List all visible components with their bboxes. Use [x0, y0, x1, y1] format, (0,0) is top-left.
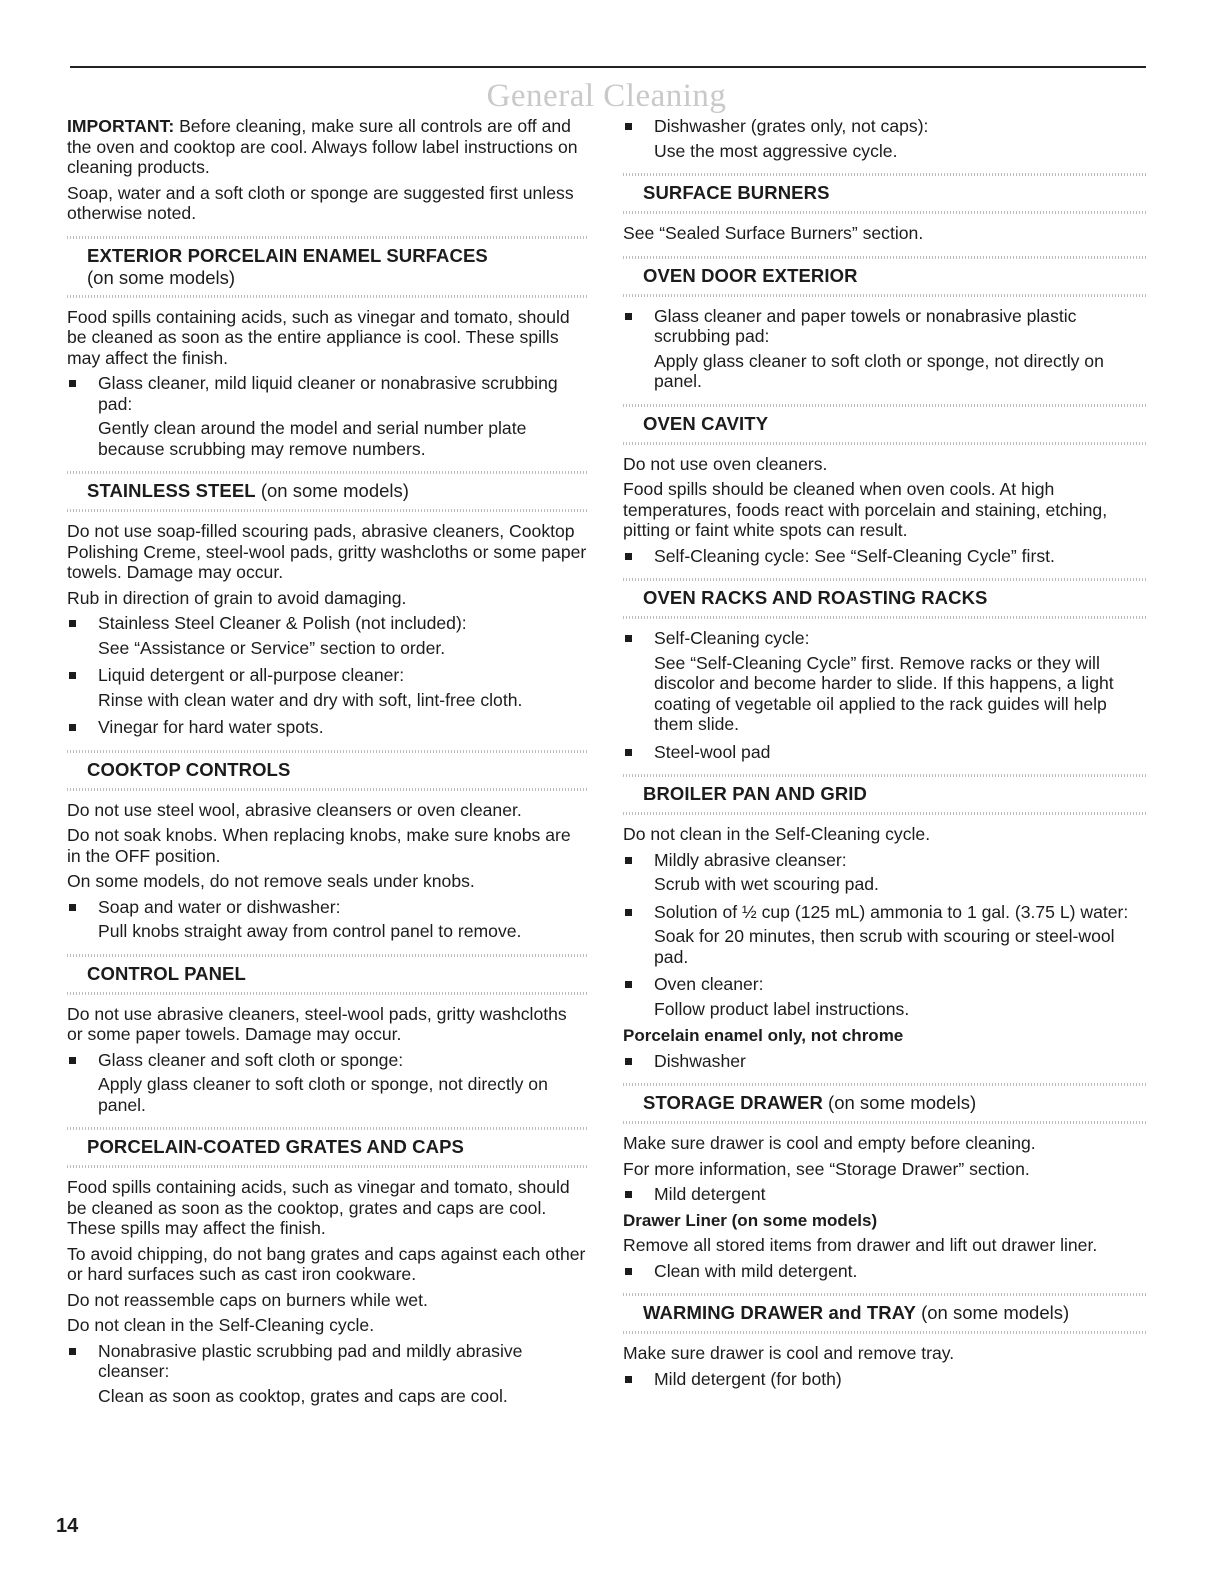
paragraph: See “Sealed Surface Burners” section. — [623, 223, 924, 243]
paragraph: Remove all stored items from drawer and lift out drawer liner. — [623, 1235, 1098, 1255]
paragraph: On some models, do not remove seals under knobs. — [67, 871, 475, 891]
section-title: COOKTOP CONTROLS — [87, 758, 291, 780]
paragraph: Do not use oven cleaners. — [623, 453, 828, 474]
section-title: EXTERIOR PORCELAIN ENAMEL SURFACES — [87, 244, 488, 266]
section-title: OVEN CAVITY — [643, 412, 769, 434]
page-number: 14 — [56, 1515, 79, 1537]
section-warming-drawer — [623, 1293, 1146, 1334]
section-subtitle: (on some models) — [822, 1092, 977, 1113]
section-title: OVEN DOOR EXTERIOR — [643, 264, 858, 286]
left-column — [67, 116, 587, 1413]
bullet-item: Mild detergent — [623, 1184, 1146, 1205]
bullet-item: Self-Cleaning cycle: — [623, 628, 1146, 649]
paragraph: Do not soak knobs. When replacing knobs, make sure knobs are in the OFF position. — [67, 825, 571, 866]
bullet-item: Soap and water or dishwasher: — [67, 897, 587, 918]
bullet-item: Vinegar for hard water spots. — [67, 717, 587, 738]
paragraph: Do not use steel wool, abrasive cleansers or oven cleaner. — [67, 799, 522, 820]
paragraph: Do not reassemble caps on burners while wet. — [67, 1289, 428, 1310]
bullet-detail: Clean as soon as cooktop, grates and caps are cool. — [98, 1385, 508, 1406]
section-subtitle: (on some models) — [255, 480, 409, 501]
bullet-item: Self-Cleaning cycle: See “Self-Cleaning Cycle” first. — [623, 546, 1146, 567]
bullet-item: Mildly abrasive cleanser: — [623, 850, 1146, 871]
bullet-detail: Soak for 20 minutes, then scrub with scouring or steel-wool pad. — [654, 926, 1115, 967]
important-label: IMPORTANT: — [67, 116, 175, 136]
section-title: WARMING DRAWER and TRAY — [643, 1302, 916, 1323]
bullet-detail: Gently clean around the model and serial number plate because scrubbing may remove numbers. — [98, 418, 527, 459]
section-control-panel — [67, 954, 587, 995]
bullet-detail: Rinse with clean water and dry with soft, lint-free cloth. — [98, 689, 523, 710]
section-broiler-pan — [623, 774, 1146, 815]
bullet-detail: See “Self-Cleaning Cycle” first. Remove racks or they will discolor and become harder to slide. If this happens, a light coating of vegetable oil applied to the rack guides will help them slide. — [654, 652, 1114, 734]
section-grates-and-caps — [67, 1127, 587, 1168]
paragraph: Make sure drawer is cool and empty before cleaning. — [623, 1133, 1036, 1153]
paragraph: Do not clean in the Self-Cleaning cycle. — [67, 1315, 375, 1335]
bullet-item: Mild detergent (for both) — [623, 1369, 1146, 1390]
bullet-item: Stainless Steel Cleaner & Polish (not included): — [67, 613, 587, 634]
paragraph: Make sure drawer is cool and remove tray. — [623, 1343, 955, 1363]
section-title: STORAGE DRAWER — [643, 1092, 823, 1113]
section-title: PORCELAIN-COATED GRATES AND CAPS — [87, 1136, 464, 1157]
section-subtitle: (on some models) — [87, 266, 236, 288]
bullet-detail: Apply glass cleaner to soft cloth or sponge, not directly on panel. — [98, 1074, 548, 1115]
paragraph: Food spills containing acids, such as vinegar and tomato, should be cleaned as soon as the cooktop, grates and caps are cool. These spills may affect the finish. — [67, 1177, 570, 1238]
paragraph: For more information, see “Storage Drawer” section. — [623, 1158, 1030, 1179]
bullet-detail: See “Assistance or Service” section to order. — [98, 637, 446, 658]
paragraph: Food spills should be cleaned when oven cools. At high temperatures, foods react with porcelain and staining, etching, pitting or faint white spots can result. — [623, 479, 1108, 540]
top-rule — [70, 66, 1146, 68]
bullet-item: Solution of ½ cup (125 mL) ammonia to 1 gal. (3.75 L) water: — [623, 902, 1146, 923]
important-text: Before cleaning, make sure all controls are off and the oven and cooktop are cool. Always follow label instructions on cleaning products. — [67, 116, 578, 177]
bullet-item: Dishwasher — [623, 1051, 1146, 1072]
bullet-detail: Follow product label instructions. — [654, 998, 910, 1019]
bullet-detail: Use the most aggressive cycle. — [654, 140, 898, 161]
bullet-item: Clean with mild detergent. — [623, 1261, 1146, 1282]
paragraph: Food spills containing acids, such as vinegar and tomato, should be cleaned as soon as the entire appliance is cool. These spills may affect the finish. — [67, 306, 570, 368]
paragraph: Do not use soap-filled scouring pads, abrasive cleaners, Cooktop Polishing Creme, steel-wool pads, gritty washcloths or some paper towels. Damage may occur. — [67, 521, 587, 582]
bullet-item: Liquid detergent or all-purpose cleaner: — [67, 665, 587, 686]
section-title: CONTROL PANEL — [87, 962, 246, 984]
bullet-detail: Pull knobs straight away from control panel to remove. — [98, 921, 522, 941]
important-note — [67, 116, 587, 178]
paragraph: Do not use abrasive cleaners, steel-wool pads, gritty washcloths or some paper towels. Damage may occur. — [67, 1003, 567, 1044]
paragraph: Rub in direction of grain to avoid damaging. — [67, 587, 407, 608]
bullet-item: Glass cleaner, mild liquid cleaner or nonabrasive scrubbing pad: — [67, 373, 587, 414]
section-surface-burners — [623, 173, 1146, 214]
bullet-detail: Apply glass cleaner to soft cloth or sponge, not directly on panel. — [654, 350, 1104, 391]
paragraph: To avoid chipping, do not bang grates and caps against each other or hard surfaces such as cast iron cookware. — [67, 1243, 586, 1284]
bullet-item: Glass cleaner and soft cloth or sponge: — [67, 1050, 587, 1071]
section-title: STAINLESS STEEL — [87, 480, 256, 501]
section-cooktop-controls — [67, 750, 587, 791]
section-storage-drawer — [623, 1083, 1146, 1124]
bullet-item: Oven cleaner: — [623, 974, 1146, 995]
bullet-item: Nonabrasive plastic scrubbing pad and mildly abrasive cleanser: — [67, 1341, 587, 1382]
section-subtitle: (on some models) — [915, 1302, 1070, 1323]
bullet-detail: Scrub with wet scouring pad. — [654, 874, 879, 894]
section-title: BROILER PAN AND GRID — [643, 783, 867, 804]
page-title: General Cleaning — [486, 78, 727, 114]
section-oven-racks — [623, 578, 1146, 619]
subheading: Drawer Liner (on some models) — [623, 1210, 878, 1230]
section-title: SURFACE BURNERS — [643, 182, 830, 203]
bullet-item: Dishwasher (grates only, not caps): — [623, 116, 1146, 137]
intro-text: Soap, water and a soft cloth or sponge are suggested first unless otherwise noted. — [67, 182, 574, 223]
subheading: Porcelain enamel only, not chrome — [623, 1026, 904, 1045]
section-exterior-porcelain — [67, 236, 587, 298]
right-column — [623, 116, 1146, 1393]
bullet-item: Steel-wool pad — [623, 742, 1146, 763]
section-oven-door-exterior — [623, 256, 1146, 297]
section-stainless-steel — [67, 471, 587, 512]
bullet-item: Glass cleaner and paper towels or nonabrasive plastic scrubbing pad: — [623, 306, 1146, 347]
section-title: OVEN RACKS AND ROASTING RACKS — [643, 587, 988, 608]
paragraph: Do not clean in the Self-Cleaning cycle. — [623, 824, 931, 844]
section-oven-cavity — [623, 404, 1146, 445]
